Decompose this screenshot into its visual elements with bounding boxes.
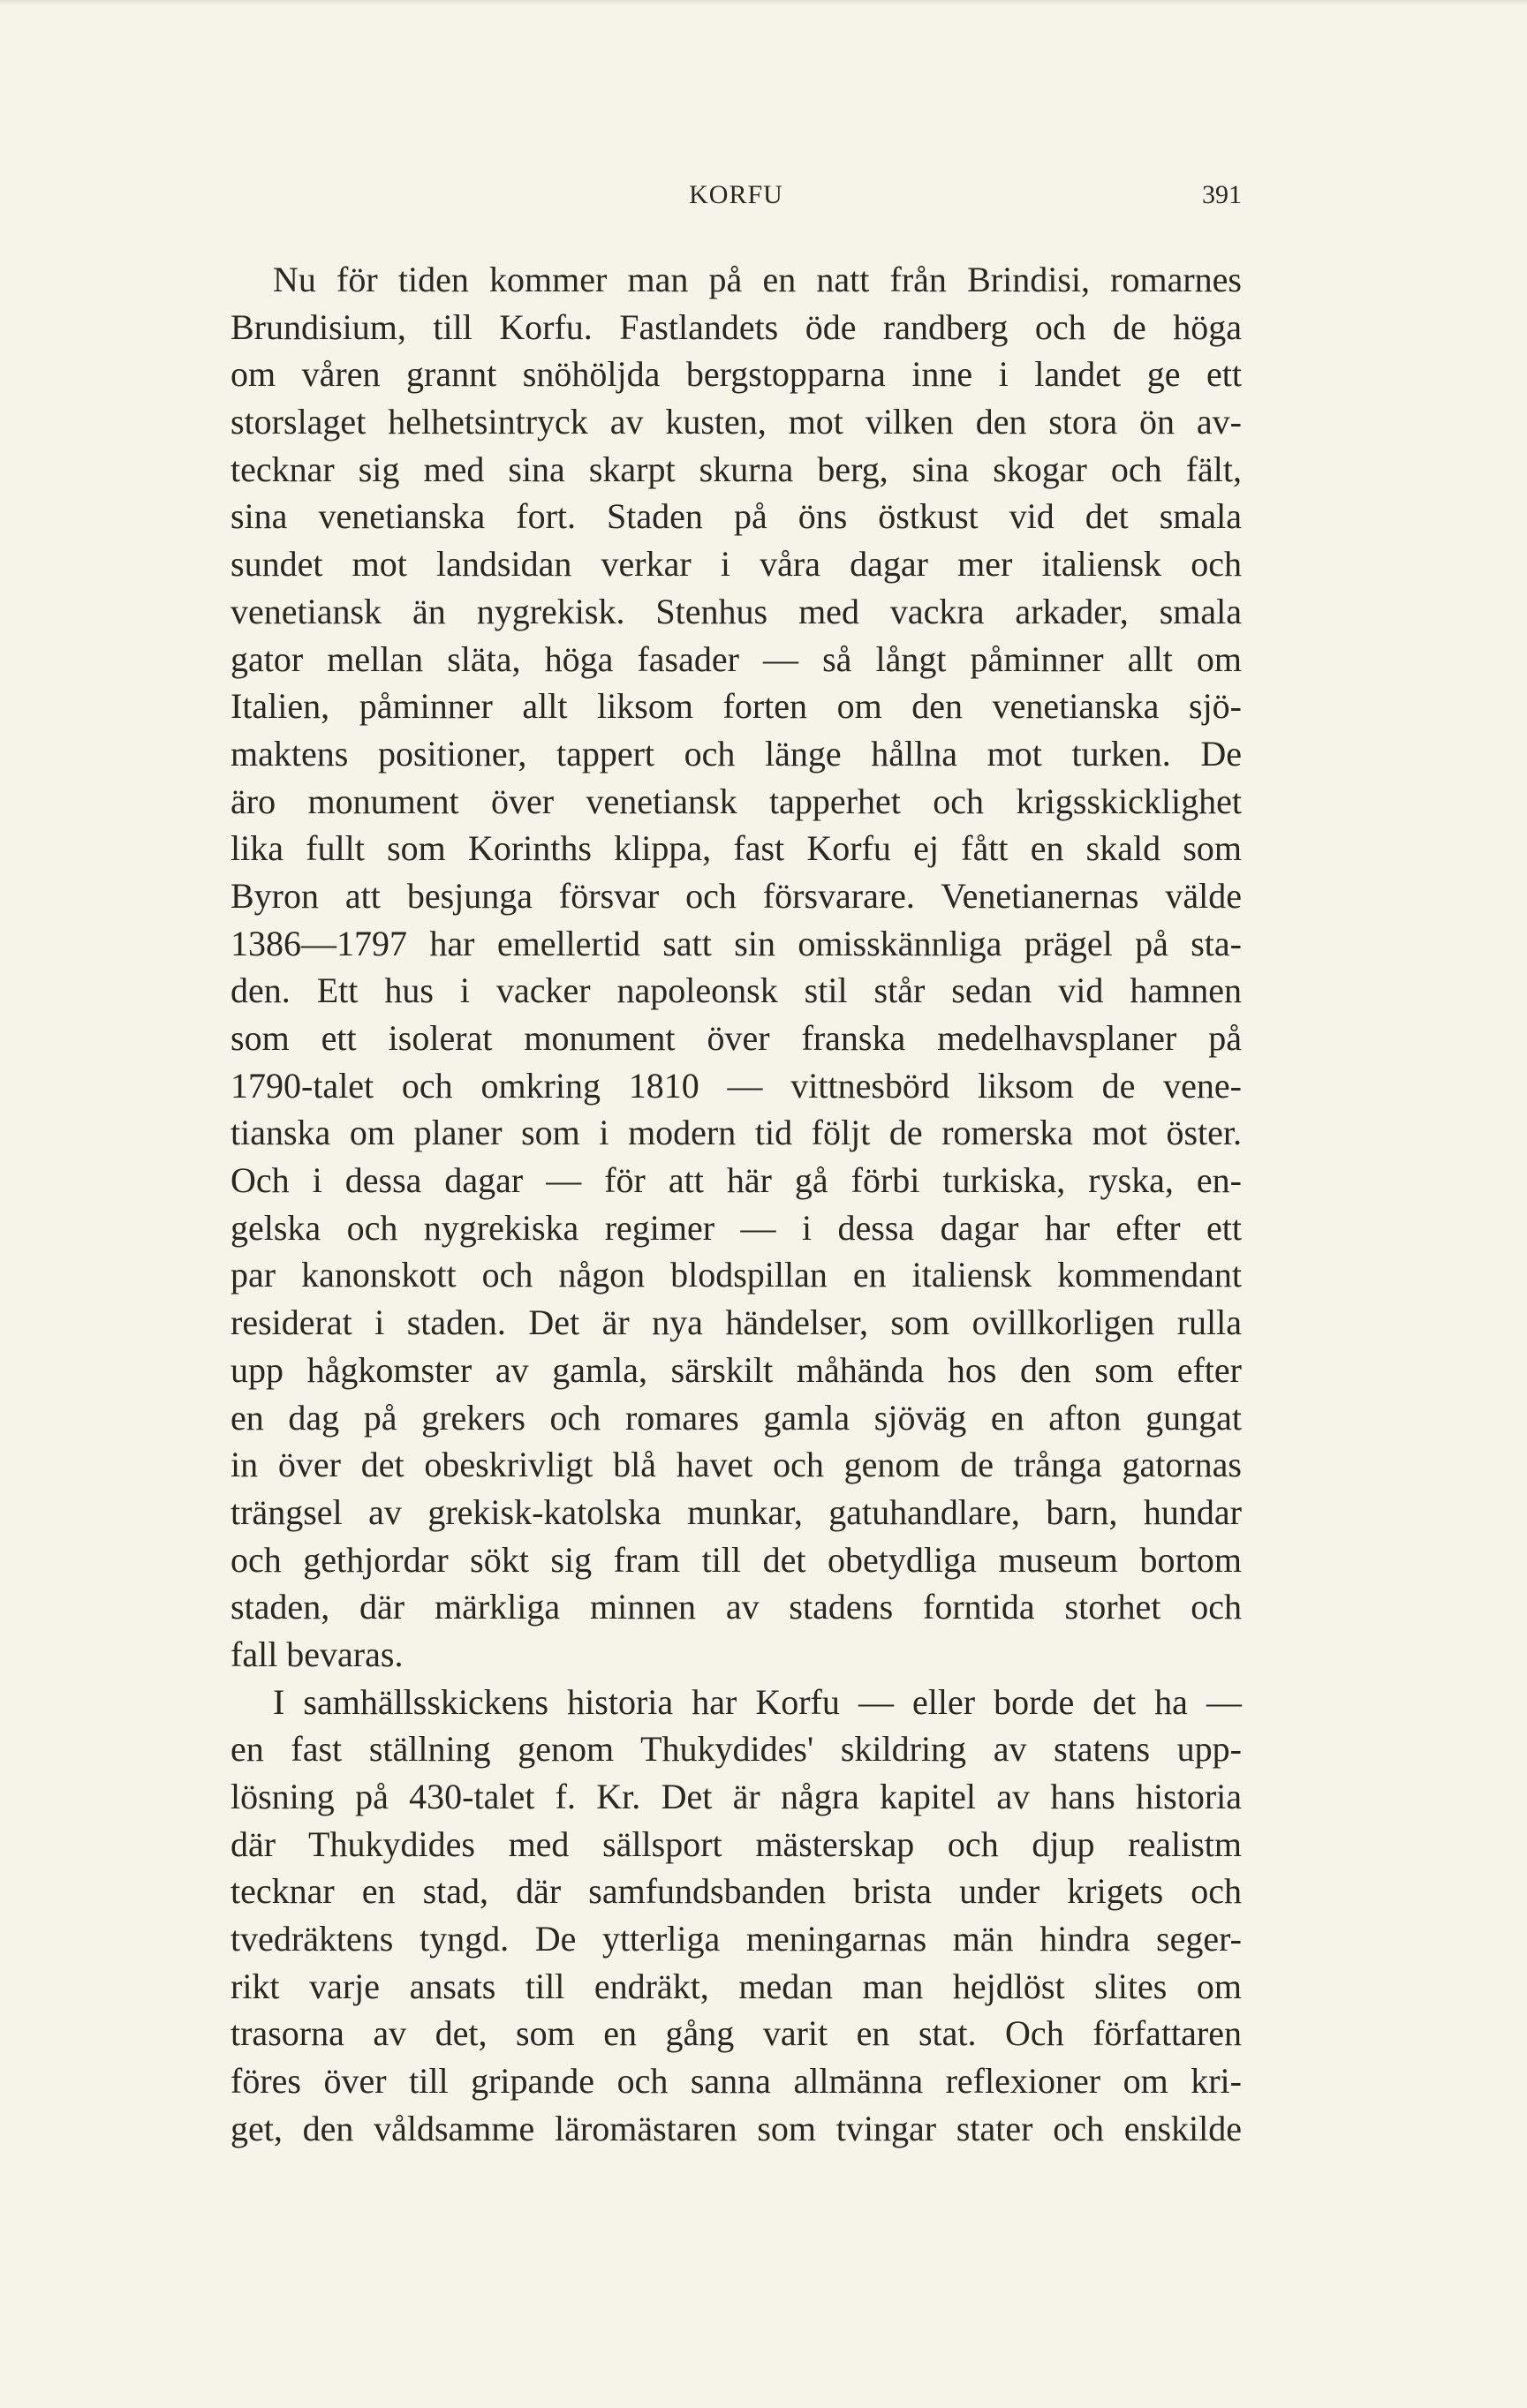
text-line: get, den våldsamme läromästaren som tvingar stater och enskilde xyxy=(231,2108,1242,2148)
running-head xyxy=(231,177,1242,215)
text-line: den. Ett hus i vacker napoleonsk stil står sedan vid hamnen xyxy=(231,970,1242,1011)
text-line: en dag på grekers och romares gamla sjöväg en afton gungat xyxy=(231,1397,1242,1438)
text-line: äro monument över venetiansk tapperhet och krigsskicklighet xyxy=(231,781,1242,821)
text-line: fall bevaras. xyxy=(231,1634,404,1674)
text-line: upp hågkomster av gamla, särskilt måhända hos den som efter xyxy=(231,1349,1242,1390)
text-line: gelska och nygrekiska regimer — i dessa dagar har efter ett xyxy=(231,1207,1242,1248)
text-line: trasorna av det, som en gång varit en stat. Och författaren xyxy=(231,2013,1242,2054)
text-line: gator mellan släta, höga fasader — så långt påminner allt om xyxy=(231,638,1242,679)
text-line: Och i dessa dagar — för att här gå förbi turkiska, ryska, en- xyxy=(231,1160,1242,1201)
text-line: 1386—1797 har emellertid satt sin omisskännliga prägel på sta- xyxy=(231,923,1242,963)
text-line: Byron att besjunga försvar och försvarare. Venetianernas välde xyxy=(231,875,1242,916)
text-line: in över det obeskrivligt blå havet och genom de trånga gatornas xyxy=(231,1445,1242,1485)
text-line: som ett isolerat monument över franska medelhavsplaner på xyxy=(231,1018,1242,1058)
text-line: tecknar en stad, där samfundsbanden brista under krigets och xyxy=(231,1871,1242,1912)
page-number: 391 xyxy=(1202,180,1242,209)
text-line: och gethjordar sökt sig fram till det obetydliga museum bortom xyxy=(231,1539,1242,1580)
text-line: par kanonskott och någon blodspillan en italiensk kommendant xyxy=(231,1255,1242,1295)
text-line: maktens positioner, tappert och länge hållna mot turken. De xyxy=(231,733,1242,774)
text-line: en fast ställning genom Thukydides' skildring av statens upp- xyxy=(231,1729,1242,1770)
text-line: lösning på 430-talet f. Kr. Det är några kapitel av hans historia xyxy=(231,1777,1242,1816)
text-line: tvedräktens tyngd. De ytterliga meningarnas män hindra seger- xyxy=(231,1919,1242,1959)
text-line: sundet mot landsidan verkar i våra dagar mer italiensk och xyxy=(231,544,1242,585)
body-text xyxy=(231,256,1242,2153)
text-line: Italien, påminner allt liksom forten om den venetianska sjö- xyxy=(231,686,1242,727)
text-line: trängsel av grekisk-katolska munkar, gatuhandlare, barn, hundar xyxy=(231,1491,1242,1532)
text-line: venetiansk än nygrekisk. Stenhus med vackra arkader, smala xyxy=(231,591,1242,631)
text-line: Nu för tiden kommer man på en natt från Brindisi, romarnes xyxy=(273,260,1242,299)
text-line: Brundisium, till Korfu. Fastlandets öde randberg och de höga xyxy=(231,306,1242,347)
text-line: storslaget helhetsintryck av kusten, mot vilken den stora ön av- xyxy=(231,402,1242,442)
running-title: KORFU xyxy=(689,180,783,209)
text-line: I samhällsskickens historia har Korfu — eller borde det ha — xyxy=(273,1681,1242,1722)
text-line: rikt varje ansats till endräkt, medan man hejdlöst slites om xyxy=(231,1966,1242,2006)
text-line: staden, där märkliga minnen av stadens forntida storhet och xyxy=(231,1587,1242,1627)
text-line: 1790-talet och omkring 1810 — vittnesbörd liksom de vene- xyxy=(231,1065,1242,1106)
text-line: om våren grannt snöhöljda bergstopparna inne i landet ge ett xyxy=(231,354,1242,395)
text-line: sina venetianska fort. Staden på öns östkust vid det smala xyxy=(231,496,1242,537)
text-line: tecknar sig med sina skarpt skurna berg, sina skogar och fält, xyxy=(231,449,1242,489)
text-line: residerat i staden. Det är nya händelser, som ovillkorligen rulla xyxy=(231,1302,1242,1343)
text-line: tianska om planer som i modern tid följt de romerska mot öster. xyxy=(231,1113,1242,1153)
text-line: föres över till gripande och sanna allmänna reflexioner om kri- xyxy=(231,2061,1242,2102)
page-edge xyxy=(0,0,1527,5)
text-line: där Thukydides med sällsport mästerskap och djup realistm xyxy=(231,1823,1242,1864)
text-line: lika fullt som Korinths klippa, fast Korfu ej fått en skald som xyxy=(231,828,1242,869)
